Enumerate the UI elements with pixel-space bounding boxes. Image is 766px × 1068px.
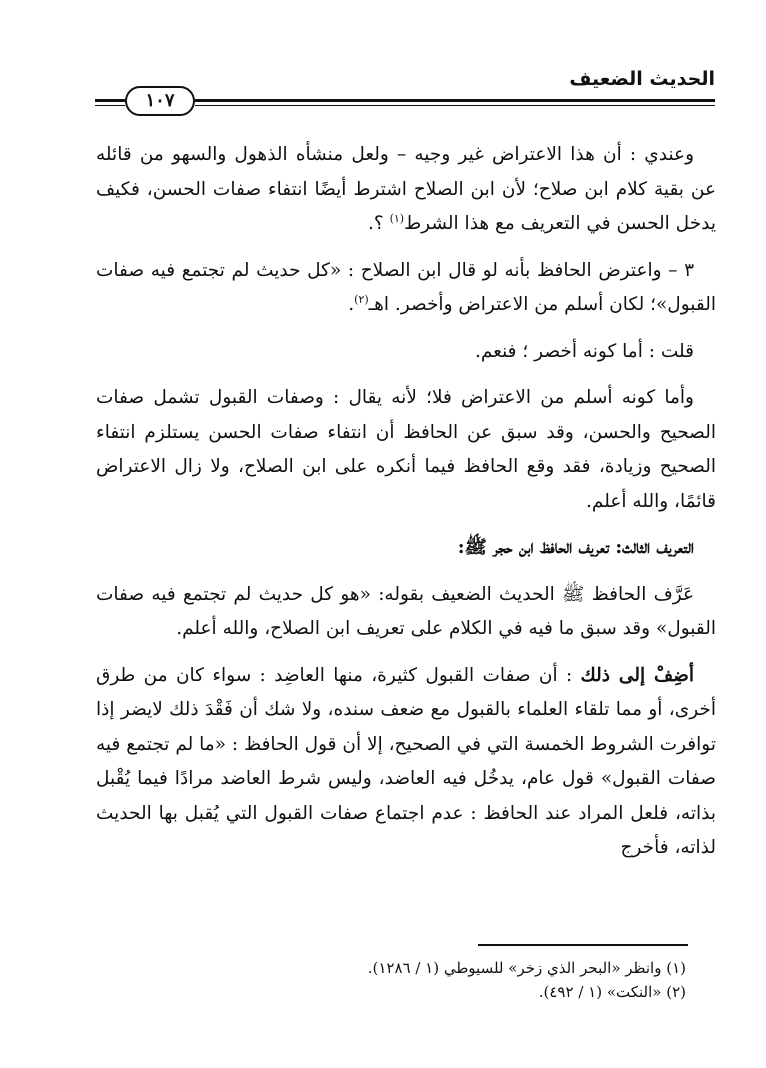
paragraph-text: قلت : أما كونه أخصر ؛ فنعم.: [474, 340, 694, 362]
header-rule-thin: [95, 105, 125, 106]
running-title: الحديث الضعيف: [569, 68, 715, 90]
header-rule-thin: [195, 105, 715, 106]
paragraph: [96, 138, 716, 242]
footnote: (٢) «النكت» (١ / ٤٩٢).: [538, 983, 686, 1001]
paragraph-tail: .: [348, 294, 355, 315]
paragraph: [96, 578, 716, 647]
paragraph-text: ٣ – واعترض الحافظ بأنه لو قال ابن الصلاح : «كل حديث لم تجتمع فيه صفات القبول»؛ لكان أسلم من الاعتراض وأخصر. اهـ: [96, 259, 716, 315]
header-rule: [95, 99, 125, 102]
paragraph: [96, 381, 716, 519]
page-header: [95, 62, 715, 122]
footnote: (١) وانظر «البحر الذي زخر» للسيوطي (١ / ١٢٨٦).: [367, 959, 686, 977]
paragraph: [96, 335, 716, 370]
section-heading-text: التعريف الثالث: تعريف الحافظ ابن حجر ﷺ:: [457, 537, 694, 558]
main-text: [96, 138, 716, 878]
footnote-marker: (١): [389, 211, 405, 225]
paragraph-tail: ؟.: [367, 213, 390, 234]
page-number: ١٠٧: [125, 86, 195, 116]
footnote-separator: [478, 944, 688, 946]
header-rule: [195, 99, 715, 102]
paragraph-lead: أضِفْ إلى ذلك: [580, 664, 695, 686]
footnote-marker: (٢): [354, 292, 369, 306]
paragraph: [96, 659, 716, 866]
paragraph-text: : أن صفات القبول كثيرة، منها العاضِد : سواء كان من طرق أخرى، أو مما تلقاء العلماء بالقبول مع ضعف سنده، ولا شك أن فَقْدَ ذلك لايضر إذا توافرت الشروط الخمسة التي في الصحيح، إلا أن قول الحافظ : «ما لم تجتمع فيه صفات القبول» قول عام، يدخُل فيه العاضد، وليس شرط العاضد مرادًا فيما يُقْبل بذاته، فلعل المراد عند الحافظ : عدم اجتماع صفات القبول التي يُقبل بها الحديث لذاته، فأخرج: [96, 664, 716, 858]
paragraph: [96, 254, 716, 323]
paragraph-text: وأما كونه أسلم من الاعتراض فلا؛ لأنه يقال : وصفات القبول تشمل صفات الصحيح والحسن، وقد سبق عن الحافظ أن انتفاء صفات الحسن يستلزم انتفاء الصحيح وزيادة، فقد وقع الحافظ فيما أنكره على ابن الصلاح، ولا زال الاعتراض قائمًا، والله أعلم.: [96, 387, 716, 512]
paragraph-text: وعندي : أن هذا الاعتراض غير وجيه – ولعل منشأه الذهول والسهو من قائله عن بقية كلام ابن صلاح؛ لأن ابن الصلاح اشترط أيضًا انتفاء صفات الحسن، فكيف يدخل الحسن في التعريف مع هذا الشرط: [96, 144, 716, 234]
footnotes: [126, 956, 686, 1004]
section-heading: [96, 531, 716, 566]
paragraph-text: عَرَّف الحافظ ﷺ الحديث الضعيف بقوله: «هو كل حديث لم تجتمع فيه صفات القبول» وقد سبق ما فيه في الكلام على تعريف ابن الصلاح، والله أعلم.: [96, 583, 716, 639]
